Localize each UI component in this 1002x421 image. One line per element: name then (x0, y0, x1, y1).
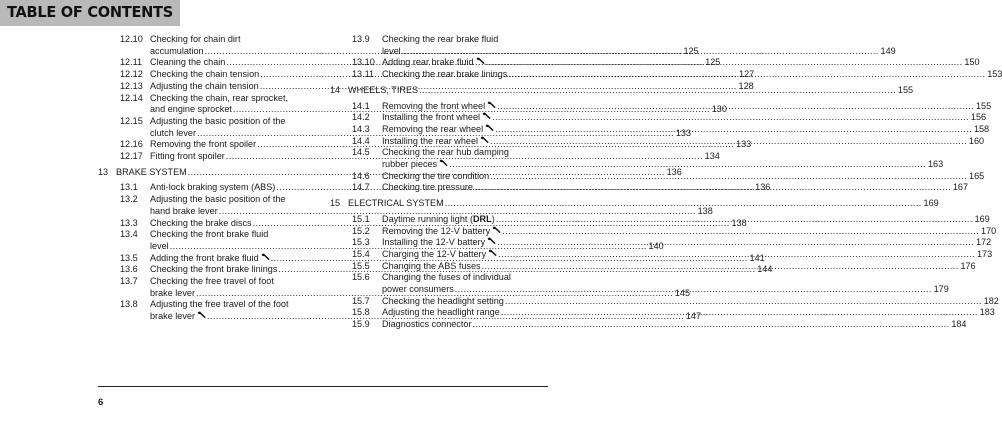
toc-entry-title: Fitting front spoiler (150, 151, 225, 162)
page-number: 6 (98, 397, 104, 408)
toc-entry-page: 165 (969, 170, 985, 181)
toc-entry[interactable] (330, 319, 967, 331)
toc-entry-page: 147 (685, 311, 702, 322)
toc-entry-title-line: Adjusting the free travel of the foot (150, 299, 289, 310)
toc-entry-title: Daytime running light (DRL) (382, 213, 495, 224)
toc-entry-number: 13.5 (120, 252, 138, 263)
toc-entry-number: 13.6 (120, 264, 138, 275)
dot-leader (472, 319, 949, 331)
dot-leader (505, 296, 982, 308)
wrench-icon (261, 253, 270, 261)
toc-entry-title: rubber pieces (382, 159, 438, 170)
toc-entry-page: 136 (666, 166, 682, 177)
dot-leader (449, 159, 926, 171)
toc-entry-title: Installing the front wheel (382, 112, 481, 123)
toc-entry-title: Removing the front wheel (382, 100, 486, 111)
toc-entry-number: 14.4 (352, 135, 370, 146)
toc-entry-title: brake lever (150, 287, 195, 298)
toc-entry-title: Removing the rear wheel (382, 123, 484, 134)
toc-entry-page: 160 (968, 135, 985, 146)
toc-entry-number: 13.7 (120, 276, 138, 287)
toc-entry-title-line: Checking the rear hub damping (382, 147, 509, 158)
toc-entry-page: 130 (711, 104, 727, 115)
toc-entry-title: and engine sprocket (150, 104, 232, 115)
toc-entry-page: 182 (983, 295, 999, 306)
dot-leader (419, 85, 896, 97)
toc-entry-number: 13.3 (120, 217, 138, 228)
toc-entry-page: 155 (975, 100, 992, 111)
toc-entry-number: 13.11 (352, 69, 375, 80)
dot-leader (508, 69, 985, 81)
toc-entry-page: 128 (738, 80, 754, 91)
toc-entry-page: 133 (675, 127, 692, 138)
toc-entry-number: 15.7 (352, 295, 370, 306)
toc-entry-title: Checking the rear brake linings (382, 69, 508, 80)
toc-entry-title: Checking the tire condition (382, 170, 490, 181)
toc-entry-title-line: Checking the front brake fluid (150, 229, 269, 240)
toc-entry-number: 15.2 (352, 225, 370, 236)
toc-entry-title: Cleaning the chain (150, 57, 226, 68)
toc-entry-page: 158 (973, 123, 990, 134)
toc-entry-page: 169 (923, 198, 939, 209)
toc-entry-number: 12.16 (120, 139, 143, 150)
dot-leader (486, 57, 963, 69)
dot-leader (445, 198, 922, 210)
toc-entry-page: 179 (933, 284, 949, 295)
toc-entry-number: 13.2 (120, 194, 138, 205)
toc-entry-page: 150 (964, 57, 980, 68)
toc-entry-page: 163 (927, 159, 944, 170)
dot-leader (501, 307, 978, 319)
toc-entry-title: Installing the rear wheel (382, 135, 479, 146)
toc-entry-title: Changing the ABS fuses (382, 260, 481, 271)
toc-entry-number: 12.13 (120, 80, 143, 91)
toc-entry-page: 133 (736, 139, 752, 150)
toc-entry-title: clutch lever (150, 127, 196, 138)
toc-entry-title: power consumers (382, 284, 454, 295)
toc-entry-title: BRAKE SYSTEM (116, 166, 187, 177)
toc-entry-number: 15.1 (352, 213, 370, 224)
dot-leader (482, 261, 959, 273)
header-bar (0, 0, 180, 26)
toc-entry-page: 153 (987, 69, 1002, 80)
toc-entry-number: 14.3 (352, 123, 370, 134)
dot-leader (490, 171, 967, 183)
toc-entry-number: 14.6 (352, 170, 370, 181)
toc-entry-page: 172 (975, 237, 992, 248)
toc-entry-title: Checking the brake discs (150, 217, 252, 228)
toc-entry-title-line: Checking for chain dirt (150, 34, 241, 44)
toc-entry-title: Checking tire pressure (382, 182, 473, 193)
toc-entry-title: level (150, 240, 169, 251)
toc-entry-title: level (382, 45, 401, 56)
toc-entry-title: brake lever (150, 311, 195, 322)
toc-entry-number: 13.1 (120, 182, 138, 193)
toc-entry[interactable] (330, 112, 987, 124)
toc-entry-title-line: Adjusting the basic position of the (150, 115, 286, 126)
toc-entry-number: 12.15 (120, 115, 143, 126)
toc-entry-title: Charging the 12-V battery (382, 248, 487, 259)
toc-entry-page: 184 (951, 319, 967, 330)
toc-entry-number: 13 (98, 166, 109, 177)
toc-entry-page: 138 (731, 217, 747, 228)
toc-section-entry[interactable] (330, 198, 939, 210)
wrench-icon (476, 57, 485, 65)
dot-leader (402, 46, 879, 58)
toc-entry-number: 13.4 (120, 229, 138, 240)
toc-entry-page: 149 (880, 45, 896, 56)
toc-entry-page: 156 (970, 112, 987, 123)
toc-entry-page: 138 (697, 205, 713, 216)
toc-entry-title-line: Checking the rear brake fluid (382, 34, 499, 44)
toc-entry-number: 13.8 (120, 299, 138, 310)
toc-entry-page: 170 (981, 225, 997, 236)
toc-entry-title: hand brake lever (150, 205, 218, 216)
dot-leader (497, 237, 974, 249)
toc-entry-page: 127 (739, 69, 755, 80)
toc-entry-page: 136 (755, 182, 771, 193)
toc-entry-title-line: Checking the chain, rear sprocket, (150, 92, 288, 103)
toc-entry-title: Installing the 12-V battery (382, 237, 486, 248)
page-title: TABLE OF CONTENTS (7, 3, 173, 21)
toc-entry-number: 14.1 (352, 100, 370, 111)
toc-entry-number: 15.3 (352, 237, 370, 248)
toc-entry-title: Diagnostics connector (382, 319, 472, 330)
toc-entry-page: 169 (974, 213, 990, 224)
dot-leader (496, 214, 973, 226)
toc-entry-number: 13.9 (352, 34, 370, 44)
toc-entry-title: WHEELS, TIRES (348, 84, 419, 95)
toc-entry-title: Adding the front brake fluid (150, 252, 259, 263)
toc-entry-number: 15.8 (352, 307, 370, 318)
toc-entry-number: 15 (330, 198, 341, 209)
toc-entry-title: Adjusting the headlight range (382, 307, 500, 318)
wrench-icon (480, 136, 489, 144)
toc-entry-page: 176 (960, 260, 976, 271)
toc-entry-title: Anti-lock braking system (ABS) (150, 182, 276, 193)
toc-entry-title: Adding rear brake fluid (382, 57, 474, 68)
toc-entry-number: 15.5 (352, 260, 370, 271)
toc-entry-number: 14.7 (352, 182, 370, 193)
toc-entry-number: 12.10 (120, 34, 143, 44)
wrench-icon (439, 159, 448, 167)
dot-leader (497, 101, 974, 113)
toc-entry-number: 12.12 (120, 69, 143, 80)
toc-entry-title-line: Checking the free travel of foot (150, 276, 274, 287)
dot-leader (495, 124, 972, 136)
wrench-icon (482, 112, 491, 120)
toc-entry[interactable] (330, 225, 997, 238)
toc-entry[interactable] (330, 295, 999, 308)
toc-entry-title-line: Adjusting the basic position of the (150, 194, 286, 205)
wrench-icon (488, 249, 497, 257)
wrench-icon (487, 101, 496, 109)
toc-entry-title-line: Changing the fuses of individual (382, 272, 511, 283)
toc-entry-title: accumulation (150, 45, 204, 56)
toc-entry-title: Adjusting the chain tension (150, 80, 259, 91)
toc-entry-number: 13.10 (352, 57, 375, 68)
toc-entry-page: 140 (648, 240, 664, 251)
toc-entry-page: 125 (705, 57, 721, 68)
toc-entry-number: 15.4 (352, 248, 370, 259)
toc-entry-number: 12.14 (120, 92, 143, 103)
dot-leader (502, 226, 979, 238)
dot-leader (474, 182, 951, 194)
toc-entry-title: Removing the 12-V battery (382, 225, 491, 236)
toc-entry-title: Checking the headlight setting (382, 295, 504, 306)
toc-entry-number: 14 (330, 84, 341, 95)
toc-entry-title: Removing the front spoiler (150, 139, 257, 150)
toc-entry-page: 173 (976, 248, 993, 259)
toc-entry-title: Checking the chain tension (150, 69, 260, 80)
toc-entry-page: 145 (674, 287, 691, 298)
footer-rule (98, 386, 548, 387)
toc-entry-page: 183 (979, 307, 995, 318)
wrench-icon (492, 226, 501, 234)
toc-entry-page: 144 (757, 264, 773, 275)
toc-entry-number: 15.9 (352, 319, 370, 330)
toc-entry-page: 125 (683, 45, 699, 56)
dot-leader (492, 112, 969, 124)
toc-entry-number: 14.2 (352, 112, 370, 123)
toc-entry-page: 167 (952, 182, 969, 193)
wrench-icon (485, 124, 494, 132)
toc-entry-title: Checking the front brake linings (150, 264, 278, 275)
toc-entry-page: 155 (897, 84, 914, 95)
dot-leader (455, 284, 932, 296)
wrench-icon (487, 237, 496, 245)
toc-entry-title: ELECTRICAL SYSTEM (348, 198, 444, 209)
toc-entry-number: 12.17 (120, 151, 143, 162)
toc-entry-page: 134 (704, 151, 720, 162)
toc-entry-number: 15.6 (352, 272, 370, 283)
toc-entry-number: 14.5 (352, 147, 370, 158)
toc-entry-number: 12.11 (120, 57, 143, 68)
dot-leader (490, 136, 967, 148)
wrench-icon (197, 311, 206, 319)
dot-leader (498, 249, 975, 261)
toc-entry-page: 141 (749, 252, 765, 263)
